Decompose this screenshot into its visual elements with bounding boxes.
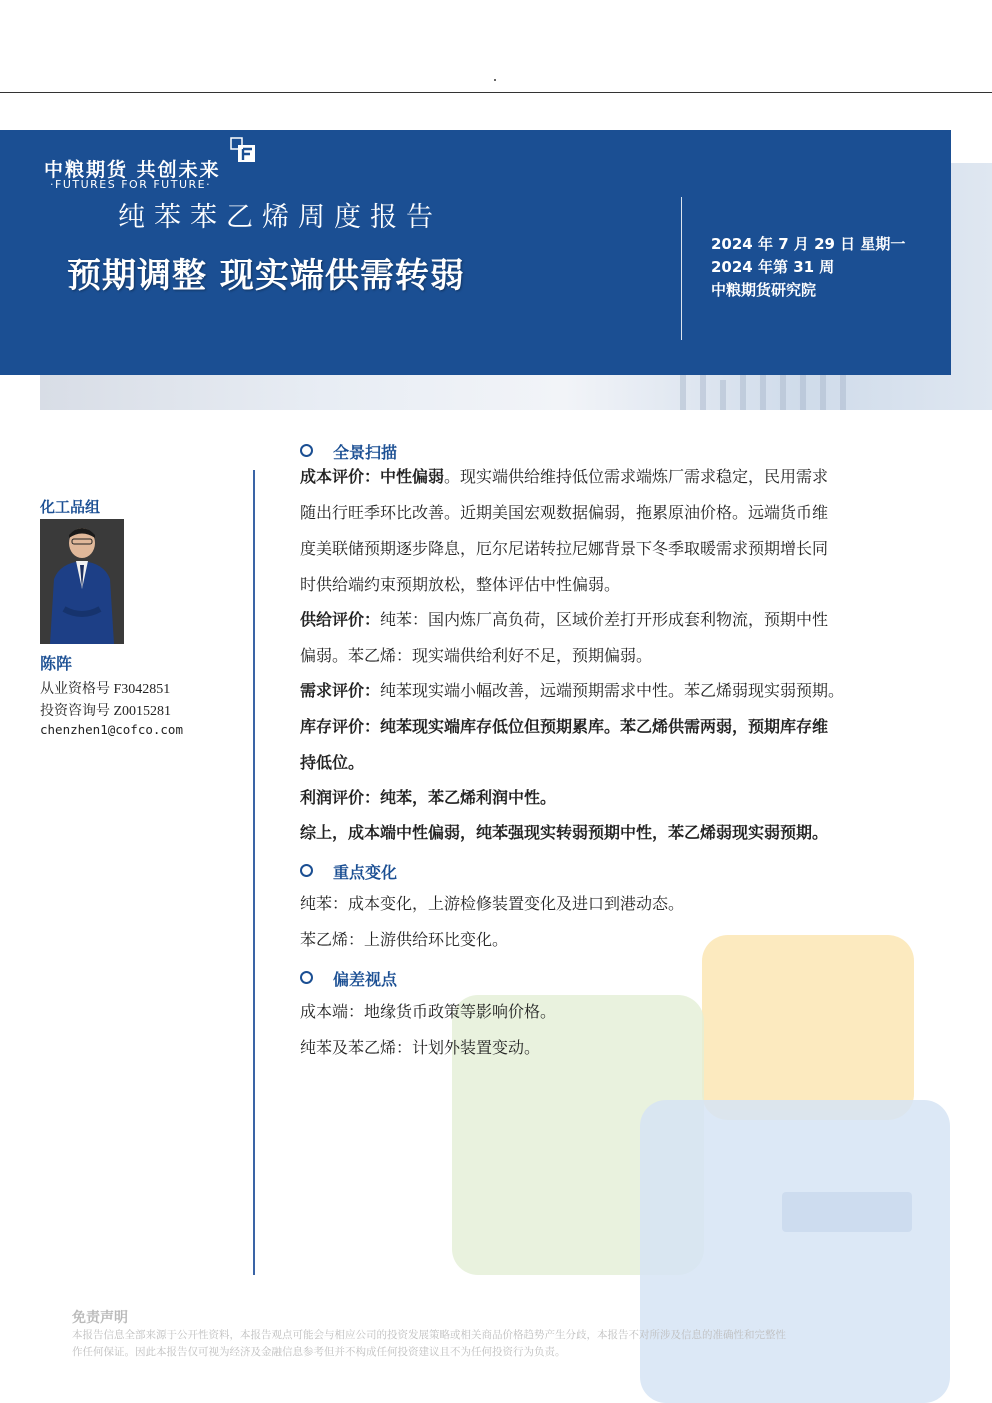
top-dot bbox=[494, 79, 496, 81]
team-name: 化工品组 bbox=[40, 498, 101, 516]
summary: 综上，成本端中性偏弱，纯苯强现实转弱预期中性，苯乙烯弱现实弱预期。 bbox=[300, 823, 829, 842]
bullet-circle-icon bbox=[300, 864, 313, 877]
report-date: 2024 年 7 月 29 日 星期一 bbox=[711, 235, 906, 253]
change-item-styrene: 苯乙烯：上游供给环比变化。 bbox=[300, 930, 509, 949]
disclaimer-text: 本报告信息全部来源于公开性资料，本报告观点可能会与相应公司的投资发展策略或相关商品价格趋势产生分歧，本报告不对所涉及信息的准确性和完整性 作任何保证。因此本报告仅可视为经济及金融信息参考但并不构成任何投资建议且不为任何投资行为负责。 bbox=[72, 1329, 786, 1358]
inventory-evaluation: 库存评价：纯苯现实端库存低位但预期累库。苯乙烯供需两弱，预期库存维 持低位。 bbox=[300, 717, 829, 772]
logo-mark-icon bbox=[230, 137, 256, 163]
analyst-name: 陈阵 bbox=[40, 654, 73, 673]
cost-evaluation: 成本评价：中性偏弱。现实端供给维持低位需求端炼厂需求稳定，民用需求 随出行旺季环比改善。近期美国宏观数据偏弱，拖累原油价格。远端货币维 度美联储预期逐步降息，厄尔尼诺转拉尼娜背景下冬季取暖需求预期增长同 时供给端约束预期放松，整体评估中性偏弱。 bbox=[300, 467, 829, 594]
demand-evaluation: 需求评价：纯苯现实端小幅改善，远端预期需求中性。苯乙烯弱现实弱预期。 bbox=[300, 681, 845, 700]
analyst-photo bbox=[40, 519, 124, 644]
bullet-circle-icon bbox=[300, 971, 313, 984]
bullet-circle-icon bbox=[300, 444, 313, 457]
supply-evaluation: 供给评价：纯苯：国内炼厂高负荷，区域价差打开形成套利物流，预期中性 偏弱。苯乙烯：现实端供给利好不足，预期偏弱。 bbox=[300, 610, 829, 665]
report-type: 纯苯苯乙烯周度报告 bbox=[118, 202, 442, 233]
section-heading-risks: 偏差视点 bbox=[300, 967, 397, 990]
logo-text: 中粮期货 共创未来 bbox=[44, 159, 221, 181]
risk-item-plant: 纯苯及苯乙烯：计划外装置变动。 bbox=[300, 1038, 541, 1057]
change-item-benzene: 纯苯：成本变化，上游检修装置变化及进口到港动态。 bbox=[300, 894, 685, 913]
analyst-email: chenzhen1@cofco.com bbox=[40, 722, 183, 737]
report-title: 预期调整 现实端供需转弱 bbox=[67, 256, 465, 296]
report-institute: 中粮期货研究院 bbox=[711, 281, 817, 299]
logo-subtitle: ·FUTURES FOR FUTURE· bbox=[50, 178, 212, 191]
report-week: 2024 年第 31 周 bbox=[711, 258, 835, 276]
sidebar-divider bbox=[253, 470, 255, 1275]
header-divider bbox=[681, 197, 682, 340]
disclaimer-title: 免责声明 bbox=[72, 1310, 128, 1326]
risk-item-cost: 成本端：地缘货币政策等影响价格。 bbox=[300, 1002, 557, 1021]
top-rule bbox=[0, 92, 992, 93]
section-heading-changes: 重点变化 bbox=[300, 860, 397, 883]
consult-number: 投资咨询号 Z0015281 bbox=[40, 704, 172, 719]
profit-evaluation: 利润评价：纯苯，苯乙烯利润中性。 bbox=[300, 788, 557, 807]
qualification-number: 从业资格号 F3042851 bbox=[40, 682, 171, 697]
section-heading-overview: 全景扫描 bbox=[300, 440, 397, 463]
deco-bar bbox=[782, 1192, 912, 1232]
